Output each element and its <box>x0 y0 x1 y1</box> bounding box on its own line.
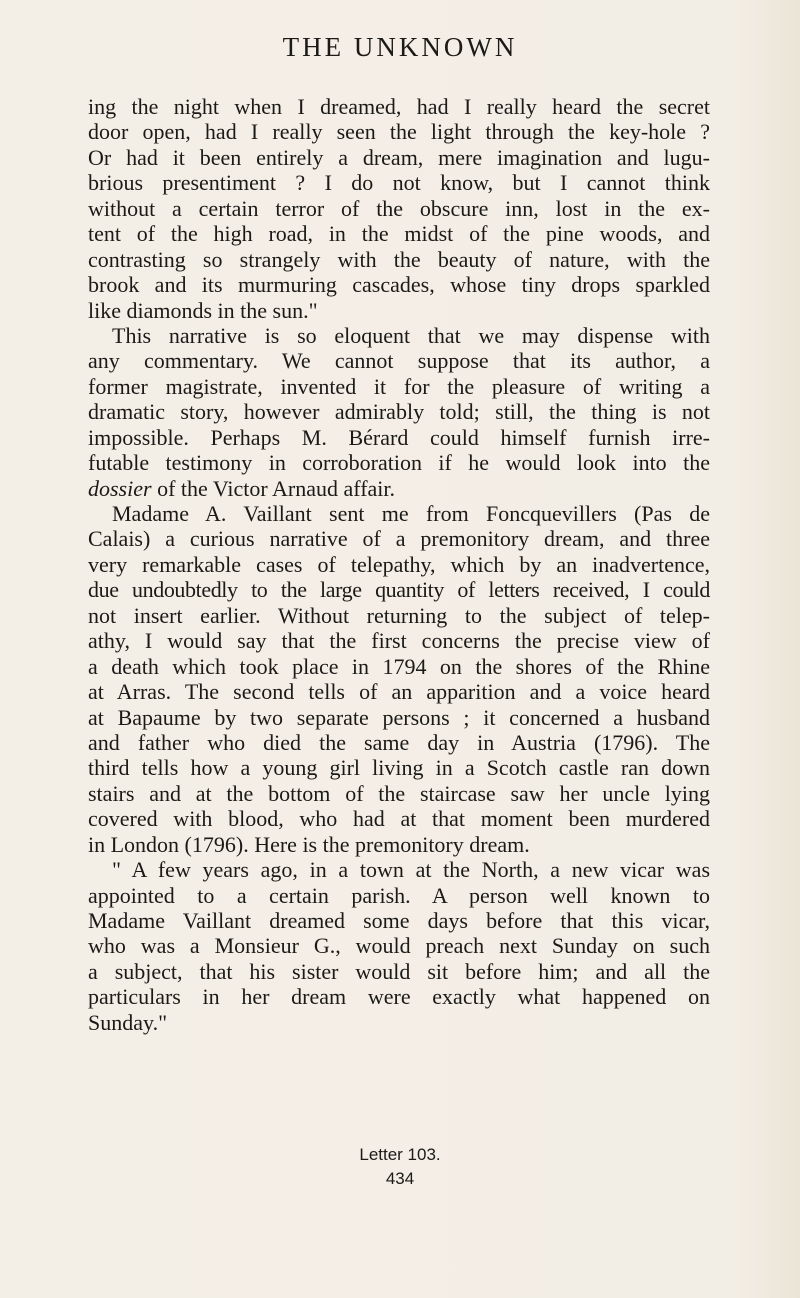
italic-word: dossier <box>88 475 152 501</box>
text-line-rest: of the Victor Arnaud affair. <box>157 475 396 501</box>
page-number: 434 <box>385 1169 415 1188</box>
text-line: Calais) a curious narrative of a premonitory dream, and three <box>88 526 710 552</box>
text-line: a death which took place in 1794 on the shores of the Rhine <box>88 653 710 679</box>
text-line: door open, had I really seen the light through the key-hole ? <box>88 119 710 145</box>
text-line: covered with blood, who had at that moment been murdered <box>88 806 710 832</box>
text-line: like diamonds in the sun." <box>88 297 318 323</box>
text-line: stairs and at the bottom of the staircase saw her uncle lying <box>88 780 710 806</box>
text-line: dramatic story, however admirably told; still, the thing is not <box>88 399 710 425</box>
text-line: tent of the high road, in the midst of the pine woods, and <box>88 221 710 247</box>
text-line: " A few years ago, in a town at the North, a new vicar was <box>112 857 710 883</box>
text-line: at Arras. The second tells of an apparition and a voice heard <box>88 679 710 705</box>
body-text <box>88 94 710 1035</box>
text-line: particulars in her dream were exactly what happened on <box>88 984 710 1010</box>
text-line: a subject, that his sister would sit before him; and all the <box>88 958 710 984</box>
text-line-with-italic <box>88 476 710 501</box>
running-head: THE UNKNOWN <box>282 32 518 62</box>
text-line: contrasting so strangely with the beauty of nature, with the <box>88 246 710 272</box>
text-line: and father who died the same day in Austria (1796). The <box>88 729 710 755</box>
text-line: appointed to a certain parish. A person well known to <box>88 882 710 908</box>
text-line: brook and its murmuring cascades, whose tiny drops sparkled <box>88 272 710 298</box>
text-line: in London (1796). Here is the premonitory dream. <box>88 831 530 857</box>
footnote: Letter 103. <box>359 1145 441 1164</box>
text-line: athy, I would say that the first concerns the precise view of <box>88 628 710 654</box>
text-line: impossible. Perhaps M. Bérard could himself furnish irre- <box>88 424 710 450</box>
text-line: without a certain terror of the obscure inn, lost in the ex- <box>88 195 710 221</box>
text-line: futable testimony in corroboration if he would look into the <box>88 450 710 476</box>
text-line: brious presentiment ? I do not know, but I cannot think <box>88 170 710 196</box>
text-line: third tells how a young girl living in a Scotch castle ran down <box>88 755 710 781</box>
text-line: Sunday." <box>88 1009 168 1035</box>
text-line: Madame Vaillant dreamed some days before that this vicar, <box>88 908 710 933</box>
text-line: Or had it been entirely a dream, mere imagination and lugu- <box>88 144 710 170</box>
text-line: ing the night when I dreamed, had I really heard the secret <box>88 94 710 119</box>
text-line: not insert earlier. Without returning to the subject of telep- <box>88 602 710 628</box>
text-line: any commentary. We cannot suppose that its author, a <box>88 348 710 374</box>
text-line: very remarkable cases of telepathy, which by an inadvertence, <box>88 551 710 577</box>
text-line: who was a Monsieur G., would preach next Sunday on such <box>88 933 710 959</box>
text-line: former magistrate, invented it for the pleasure of writing a <box>88 373 710 399</box>
text-line: This narrative is so eloquent that we may dispense with <box>112 322 710 348</box>
text-line: at Bapaume by two separate persons ; it concerned a husband <box>88 704 710 730</box>
text-line: Madame A. Vaillant sent me from Foncquevillers (Pas de <box>112 501 710 526</box>
text-line: due undoubtedly to the large quantity of letters received, I could <box>88 577 710 603</box>
